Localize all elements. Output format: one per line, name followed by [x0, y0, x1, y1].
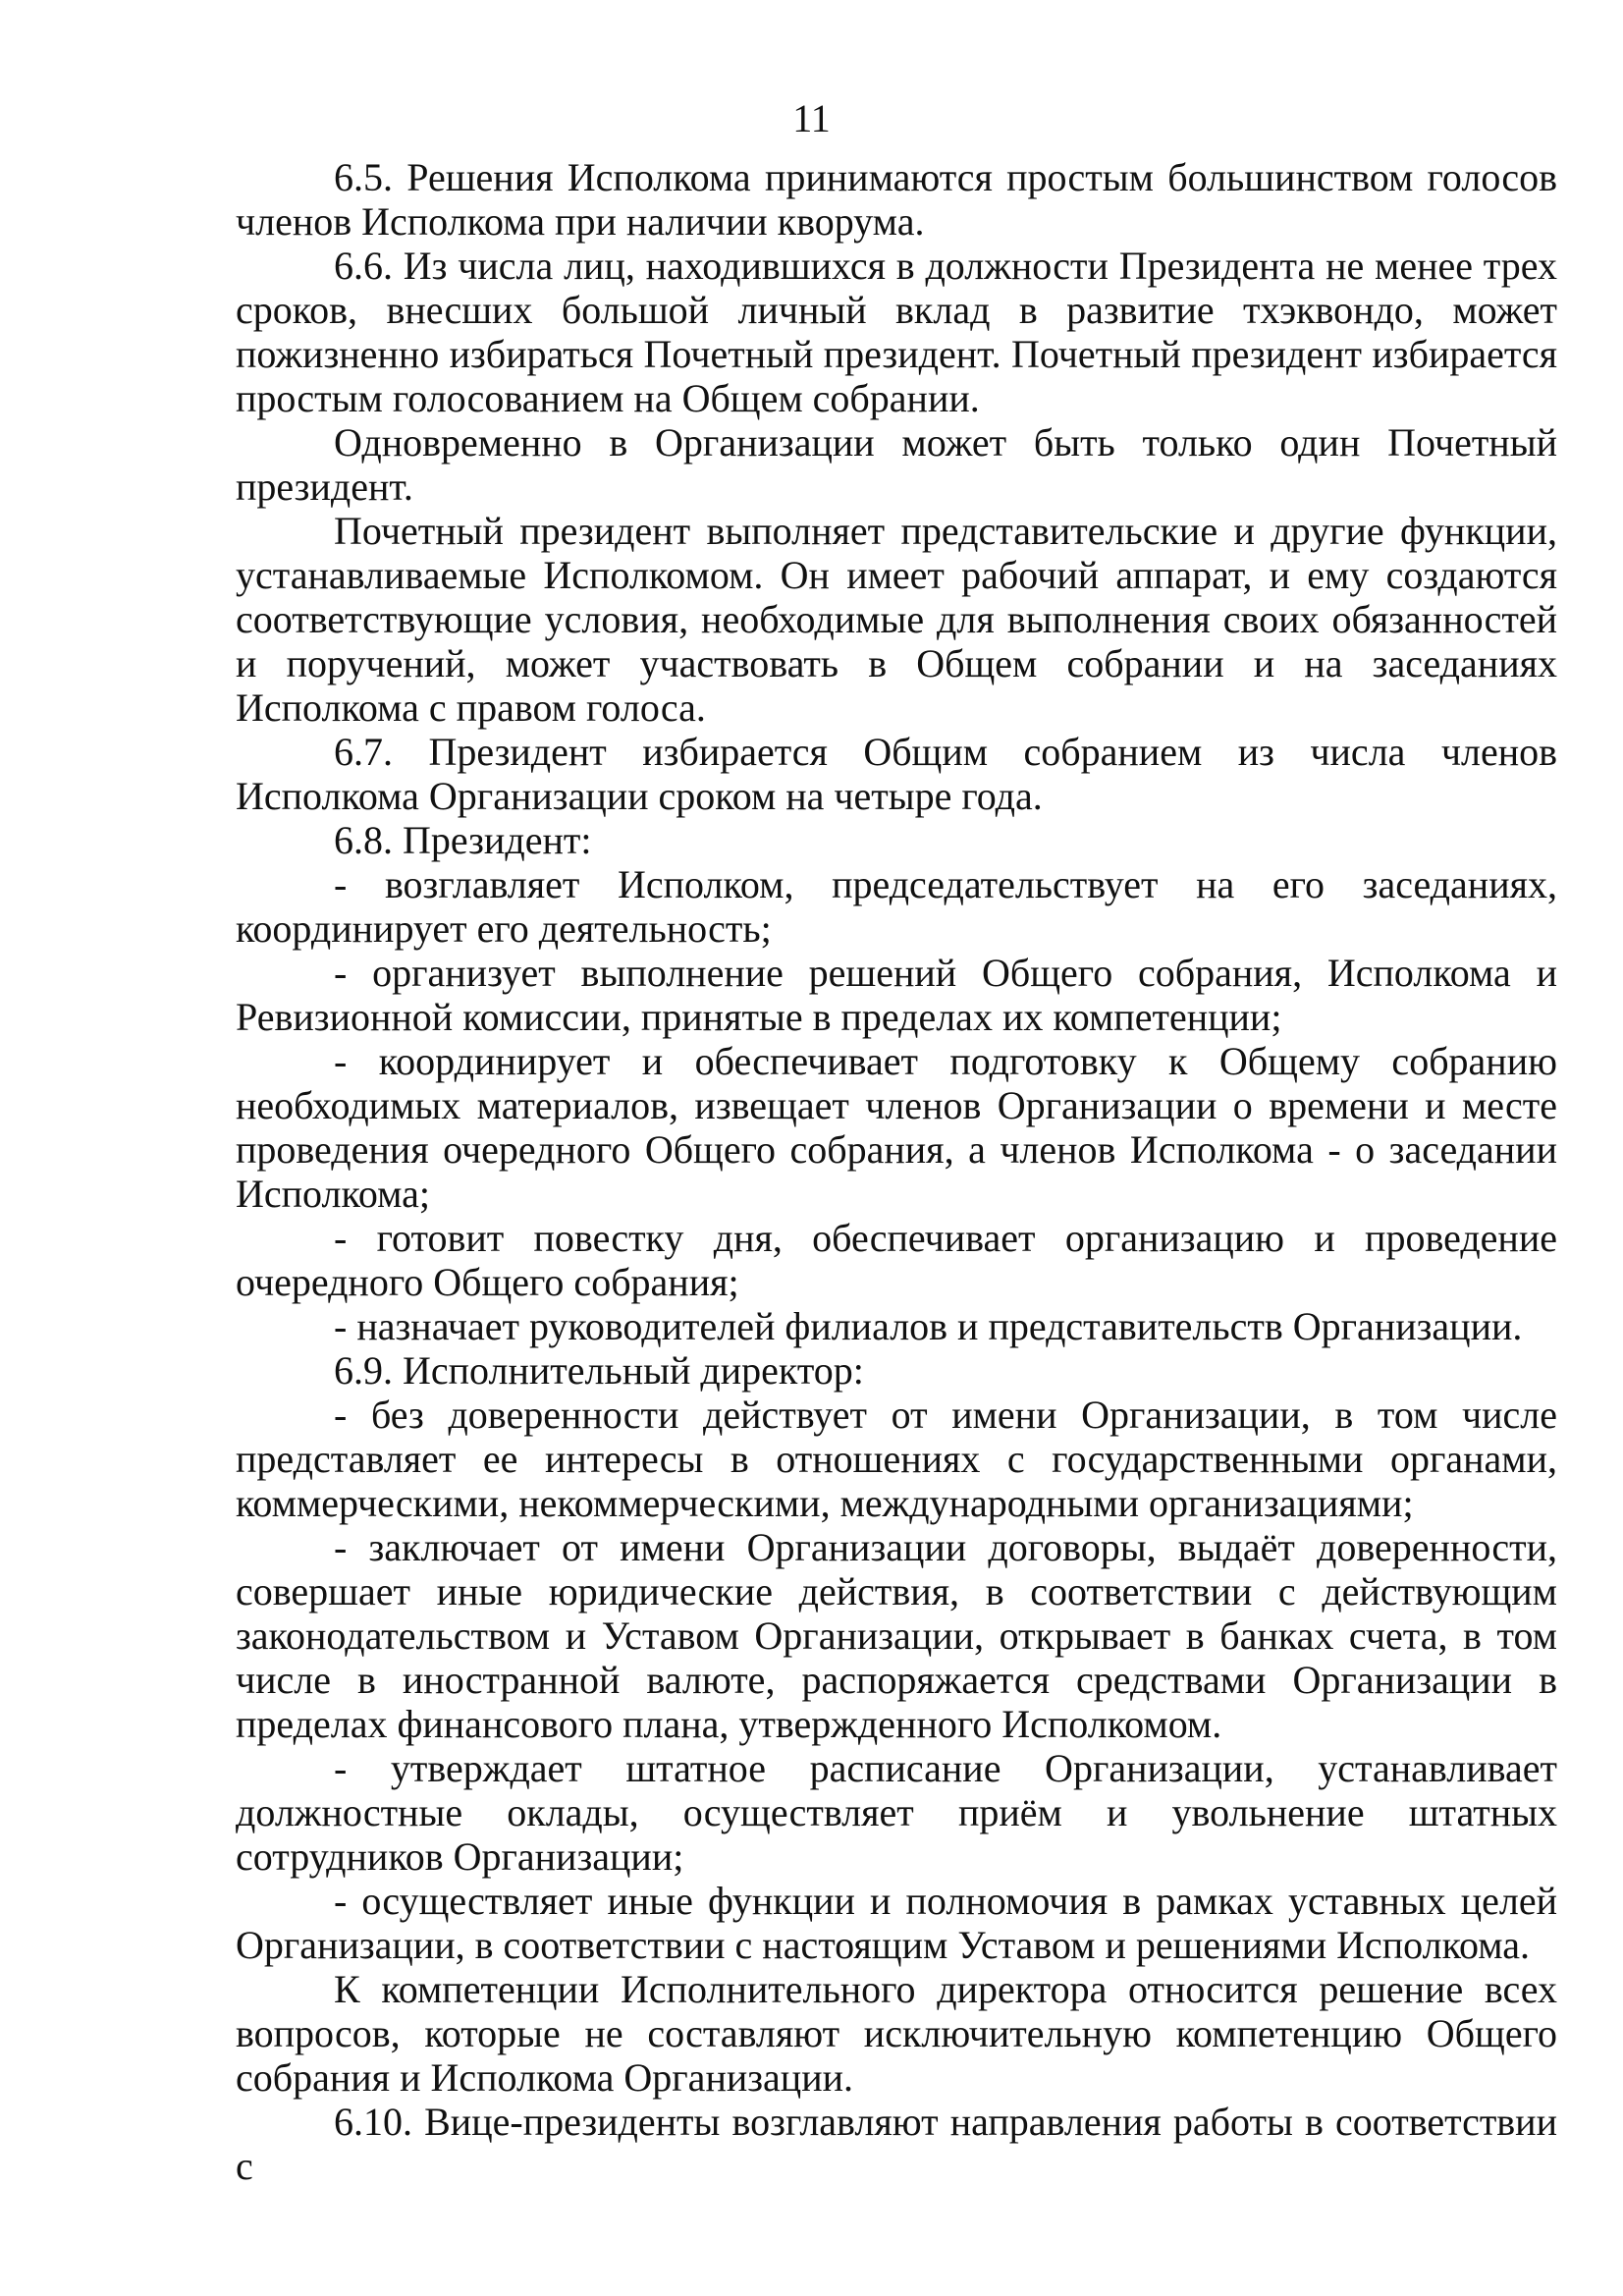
paragraph: 6.9. Исполнительный директор:	[334, 1348, 864, 1393]
paragraph: Одновременно в Организации может быть только один Почетный президент.	[236, 420, 1557, 509]
paragraph: - готовит повестку дня, обеспечивает организацию и проведение очередного Общего собрания;	[236, 1216, 1557, 1304]
paragraph: К компетенции Исполнительного директора относится решение всех вопросов, которые не составляют исключительную компетенцию Общего собрания и Исполкома Организации.	[236, 1967, 1557, 2100]
paragraph: - утверждает штатное расписание Организации, устанавливает должностные оклады, осуществляет приём и увольнение штатных сотрудников Организации;	[236, 1746, 1557, 1879]
document-body	[236, 155, 1557, 2188]
paragraph: - осуществляет иные функции и полномочия в рамках уставных целей Организации, в соответствии с настоящим Уставом и решениями Исполкома.	[236, 1879, 1557, 1967]
paragraph: - без доверенности действует от имени Организации, в том числе представляет ее интересы в отношениях с государственными органами, коммерческими, некоммерческими, международными организациями;	[236, 1393, 1557, 1525]
paragraph: - возглавляет Исполком, председательствует на его заседаниях, координирует его деятельность;	[236, 862, 1557, 951]
paragraph: - назначает руководителей филиалов и представительств Организации.	[334, 1304, 1523, 1348]
paragraph: 6.5. Решения Исполкома принимаются простым большинством голосов членов Исполкома при наличии кворума.	[236, 155, 1557, 244]
paragraph: 6.10. Вице-президенты возглавляют направления работы в соответствии с	[236, 2100, 1557, 2188]
paragraph: 6.6. Из числа лиц, находившихся в должности Президента не менее трех сроков, внесших большой личный вклад в развитие тхэквондо, может пожизненно избираться Почетный президент. Почетный президент избирается простым голосованием на Общем собрании.	[236, 244, 1557, 420]
page-number: 11	[792, 96, 831, 140]
paragraph: 6.7. Президент избирается Общим собранием из числа членов Исполкома Организации сроком на четыре года.	[236, 730, 1557, 818]
paragraph: Почетный президент выполняет представительские и другие функции, устанавливаемые Исполкомом. Он имеет рабочий аппарат, и ему создаются соответствующие условия, необходимые для выполнения своих обязанностей и поручений, может участвовать в Общем собрании и на заседаниях Исполкома с правом голоса.	[236, 509, 1557, 730]
paragraph: - заключает от имени Организации договоры, выдаёт доверенности, совершает иные юридические действия, в соответствии с действующим законодательством и Уставом Организации, открывает в банках счета, в том числе в иностранной валюте, распоряжается средствами Организации в пределах финансового плана, утвержденного Исполкомом.	[236, 1525, 1557, 1746]
paragraph: 6.8. Президент:	[334, 818, 592, 862]
paragraph: - координирует и обеспечивает подготовку к Общему собранию необходимых материалов, извещает членов Организации о времени и месте проведения очередного Общего собрания, а членов Исполкома - о заседании Исполкома;	[236, 1039, 1557, 1216]
paragraph: - организует выполнение решений Общего собрания, Исполкома и Ревизионной комиссии, принятые в пределах их компетенции;	[236, 951, 1557, 1039]
